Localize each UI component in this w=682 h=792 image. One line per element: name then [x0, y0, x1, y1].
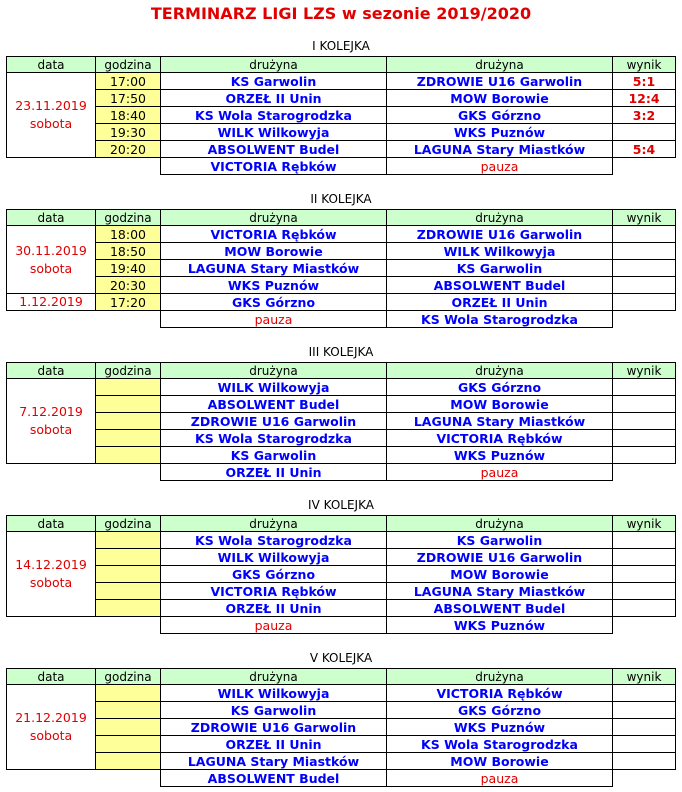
page-title: TERMINARZ LIGI LZS w sezonie 2019/2020 — [150, 4, 532, 23]
round-title: II KOLEJKA — [310, 192, 372, 206]
away-team: VICTORIA Rębków — [386, 684, 613, 702]
header-date: data — [6, 515, 96, 532]
bye-team: KS Wola Starogrodzka — [386, 310, 613, 328]
home-team: WILK Wilkowyja — [160, 123, 387, 141]
bye-team: ABSOLWENT Budel — [160, 769, 387, 787]
header-team2: drużyna — [386, 515, 613, 532]
header-team1: drużyna — [160, 209, 387, 226]
match-date — [6, 531, 96, 617]
header-team1: drużyna — [160, 362, 387, 379]
match-time — [95, 531, 161, 549]
away-team: ZDROWIE U16 Garwolin — [386, 225, 613, 243]
away-team: ABSOLWENT Budel — [386, 276, 613, 294]
bye-team: ORZEŁ II Unin — [160, 463, 387, 481]
match-result — [612, 684, 676, 702]
home-team: KS Wola Starogrodzka — [160, 531, 387, 549]
match-result — [612, 582, 676, 600]
header-team2: drużyna — [386, 209, 613, 226]
match-result: 5:1 — [612, 72, 676, 90]
pauza-label: pauza — [386, 463, 613, 481]
match-time — [95, 429, 161, 447]
home-team: GKS Górzno — [160, 565, 387, 583]
match-result — [612, 718, 676, 736]
home-team: KS Wola Starogrodzka — [160, 429, 387, 447]
header-time: godzina — [95, 515, 161, 532]
away-team: KS Garwolin — [386, 259, 613, 277]
match-time: 18:40 — [95, 106, 161, 124]
home-team: ORZEŁ II Unin — [160, 735, 387, 753]
bye-team: WKS Puznów — [386, 616, 613, 634]
home-team: ZDROWIE U16 Garwolin — [160, 718, 387, 736]
match-result — [612, 701, 676, 719]
weekday-text: sobota — [29, 728, 73, 743]
away-team: KS Garwolin — [386, 531, 613, 549]
away-team: WKS Puznów — [386, 718, 613, 736]
weekday-text: sobota — [29, 422, 73, 437]
away-team: LAGUNA Stary Miastków — [386, 140, 613, 158]
match-result — [612, 735, 676, 753]
match-time — [95, 412, 161, 430]
match-result: 5:4 — [612, 140, 676, 158]
pauza-label: pauza — [386, 157, 613, 175]
match-time: 20:30 — [95, 276, 161, 294]
header-team2: drużyna — [386, 668, 613, 685]
match-date — [6, 684, 96, 770]
home-team: LAGUNA Stary Miastków — [160, 259, 387, 277]
header-date: data — [6, 56, 96, 73]
home-team: VICTORIA Rębków — [160, 225, 387, 243]
match-result — [612, 599, 676, 617]
weekday-text: sobota — [29, 116, 73, 131]
home-team: KS Garwolin — [160, 446, 387, 464]
header-result: wynik — [612, 209, 676, 226]
home-team: LAGUNA Stary Miastków — [160, 752, 387, 770]
header-result: wynik — [612, 56, 676, 73]
header-date: data — [6, 668, 96, 685]
bye-team: VICTORIA Rębków — [160, 157, 387, 175]
header-time: godzina — [95, 209, 161, 226]
away-team: GKS Górzno — [386, 701, 613, 719]
match-time: 17:20 — [95, 293, 161, 311]
date-text: 1.12.2019 — [19, 294, 83, 309]
match-time: 19:40 — [95, 259, 161, 277]
header-team1: drużyna — [160, 515, 387, 532]
date-text: 23.11.2019 — [15, 98, 87, 113]
header-result: wynik — [612, 515, 676, 532]
away-team: KS Wola Starogrodzka — [386, 735, 613, 753]
header-team2: drużyna — [386, 56, 613, 73]
round-title: V KOLEJKA — [309, 651, 373, 665]
match-time — [95, 599, 161, 617]
header-result: wynik — [612, 668, 676, 685]
match-time: 20:20 — [95, 140, 161, 158]
home-team: ZDROWIE U16 Garwolin — [160, 412, 387, 430]
home-team: KS Wola Starogrodzka — [160, 106, 387, 124]
home-team: ORZEŁ II Unin — [160, 599, 387, 617]
match-time — [95, 718, 161, 736]
home-team: GKS Górzno — [160, 293, 387, 311]
home-team: KS Garwolin — [160, 701, 387, 719]
match-time: 18:00 — [95, 225, 161, 243]
match-time — [95, 446, 161, 464]
home-team: ABSOLWENT Budel — [160, 140, 387, 158]
away-team: WKS Puznów — [386, 123, 613, 141]
match-result — [612, 378, 676, 396]
header-team1: drużyna — [160, 668, 387, 685]
match-date — [6, 225, 96, 294]
match-result — [612, 412, 676, 430]
away-team: LAGUNA Stary Miastków — [386, 582, 613, 600]
header-time: godzina — [95, 56, 161, 73]
match-time: 18:50 — [95, 242, 161, 260]
match-result — [612, 752, 676, 770]
home-team: KS Garwolin — [160, 72, 387, 90]
match-result — [612, 225, 676, 243]
match-time — [95, 684, 161, 702]
match-result — [612, 293, 676, 311]
match-result — [612, 395, 676, 413]
match-time — [95, 701, 161, 719]
home-team: WILK Wilkowyja — [160, 684, 387, 702]
away-team: VICTORIA Rębków — [386, 429, 613, 447]
pauza-label: pauza — [160, 616, 387, 634]
match-date — [6, 72, 96, 158]
pauza-label: pauza — [160, 310, 387, 328]
home-team: ORZEŁ II Unin — [160, 89, 387, 107]
match-result — [612, 429, 676, 447]
round-title: III KOLEJKA — [308, 345, 374, 359]
header-time: godzina — [95, 362, 161, 379]
home-team: ABSOLWENT Budel — [160, 395, 387, 413]
match-result — [612, 276, 676, 294]
match-time — [95, 565, 161, 583]
away-team: ZDROWIE U16 Garwolin — [386, 72, 613, 90]
date-text: 14.12.2019 — [15, 557, 87, 572]
match-date — [6, 293, 96, 311]
away-team: WILK Wilkowyja — [386, 242, 613, 260]
match-result — [612, 242, 676, 260]
match-result — [612, 548, 676, 566]
match-result — [612, 565, 676, 583]
match-time — [95, 735, 161, 753]
match-time: 19:30 — [95, 123, 161, 141]
away-team: ZDROWIE U16 Garwolin — [386, 548, 613, 566]
home-team: VICTORIA Rębków — [160, 582, 387, 600]
header-date: data — [6, 362, 96, 379]
home-team: WKS Puznów — [160, 276, 387, 294]
match-time — [95, 378, 161, 396]
date-text: 30.11.2019 — [15, 242, 87, 258]
match-result: 3:2 — [612, 106, 676, 124]
round-title: IV KOLEJKA — [308, 498, 374, 512]
away-team: MOW Borowie — [386, 89, 613, 107]
weekday-text: sobota — [29, 575, 73, 590]
away-team: ABSOLWENT Budel — [386, 599, 613, 617]
date-text: 21.12.2019 — [15, 710, 87, 725]
header-date: data — [6, 209, 96, 226]
home-team: WILK Wilkowyja — [160, 378, 387, 396]
weekday-text: sobota — [29, 260, 73, 276]
match-result — [612, 123, 676, 141]
home-team: WILK Wilkowyja — [160, 548, 387, 566]
away-team: WKS Puznów — [386, 446, 613, 464]
header-result: wynik — [612, 362, 676, 379]
match-result — [612, 259, 676, 277]
match-result — [612, 531, 676, 549]
match-time: 17:50 — [95, 89, 161, 107]
pauza-label: pauza — [386, 769, 613, 787]
header-time: godzina — [95, 668, 161, 685]
date-text: 7.12.2019 — [19, 404, 83, 419]
away-team: GKS Górzno — [386, 106, 613, 124]
away-team: ORZEŁ II Unin — [386, 293, 613, 311]
away-team: MOW Borowie — [386, 565, 613, 583]
match-time — [95, 752, 161, 770]
away-team: GKS Górzno — [386, 378, 613, 396]
match-time: 17:00 — [95, 72, 161, 90]
away-team: MOW Borowie — [386, 395, 613, 413]
away-team: LAGUNA Stary Miastków — [386, 412, 613, 430]
match-date — [6, 378, 96, 464]
match-time — [95, 548, 161, 566]
match-result: 12:4 — [612, 89, 676, 107]
away-team: MOW Borowie — [386, 752, 613, 770]
home-team: MOW Borowie — [160, 242, 387, 260]
header-team1: drużyna — [160, 56, 387, 73]
match-result — [612, 446, 676, 464]
round-title: I KOLEJKA — [312, 39, 370, 53]
match-time — [95, 395, 161, 413]
match-time — [95, 582, 161, 600]
header-team2: drużyna — [386, 362, 613, 379]
